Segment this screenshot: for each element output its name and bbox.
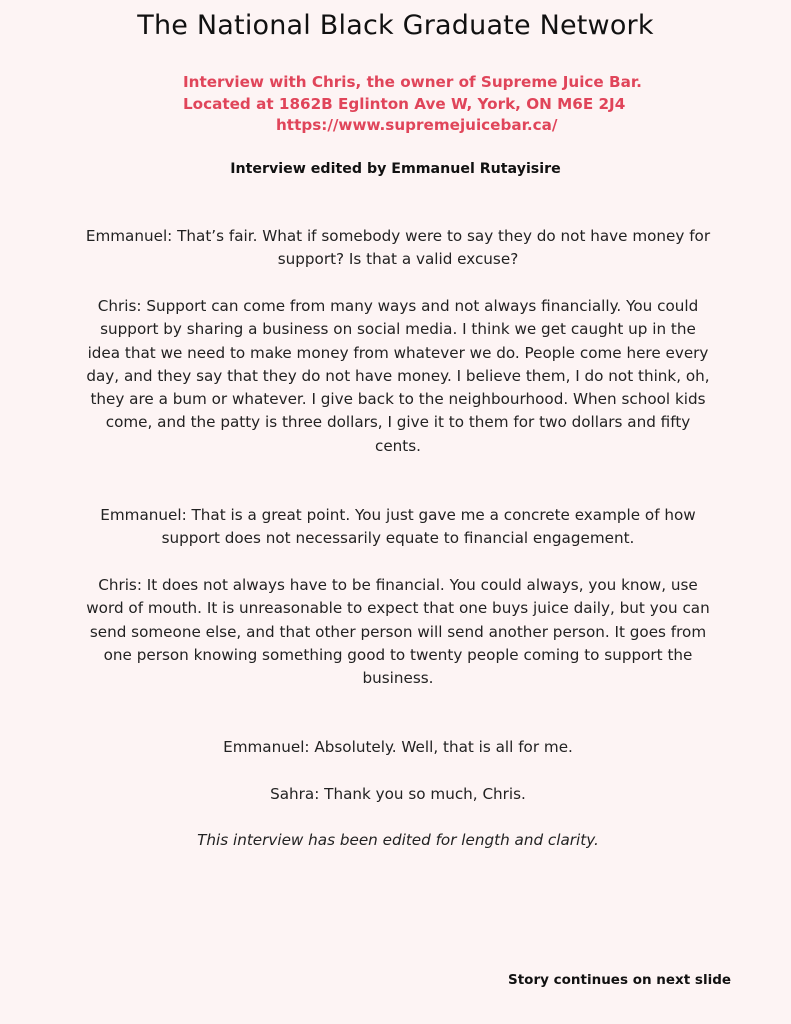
page-title: The National Black Graduate Network [137, 10, 654, 41]
paragraph-emmanuel-question: Emmanuel: That’s fair. What if somebody were to say they do not have money for support? Is that a valid excuse? [85, 227, 711, 269]
paragraph-chris-answer-2: Chris: It does not always have to be financial. You could always, you know, use word of mouth. It is unreasonable to expect that one buys juice daily, but you can send someone else, and that other person will send another person. It goes from one person knowing something good to twenty people coming to support the business. [86, 576, 710, 688]
interview-header [183, 72, 663, 137]
paragraph-chris-answer-1: Chris: Support can come from many ways and not always financially. You could support by sharing a business on social media. I think we get caught up in the idea that we need to make money from whatever we do. People come here every day, and they say that they do not have money. I believe them, I do not think, oh, they are a bum or whatever. I give back to the neighbourhood. When school kids come, and the patty is three dollars, I give it to them for two dollars and fifty cents. [86, 297, 710, 455]
paragraph-emmanuel-comment: Emmanuel: That is a great point. You just gave me a concrete example of how support does not necessarily equate to financial engagement. [100, 506, 696, 548]
interview-subject: Interview with Chris, the owner of Supreme Juice Bar. [183, 73, 642, 91]
editorial-note: This interview has been edited for length and clarity. [197, 831, 599, 849]
paragraph-emmanuel-closing: Emmanuel: Absolutely. Well, that is all for me. [223, 738, 573, 756]
business-website-link[interactable]: https://www.supremejuicebar.ca/ [276, 116, 558, 134]
business-address: Located at 1862B Eglinton Ave W, York, ON M6E 2J4 [183, 94, 626, 113]
paragraph-sahra-thanks: Sahra: Thank you so much, Chris. [270, 785, 526, 803]
next-slide-note: Story continues on next slide [508, 972, 732, 988]
editor-credit: Interview edited by Emmanuel Rutayisire [230, 161, 561, 177]
